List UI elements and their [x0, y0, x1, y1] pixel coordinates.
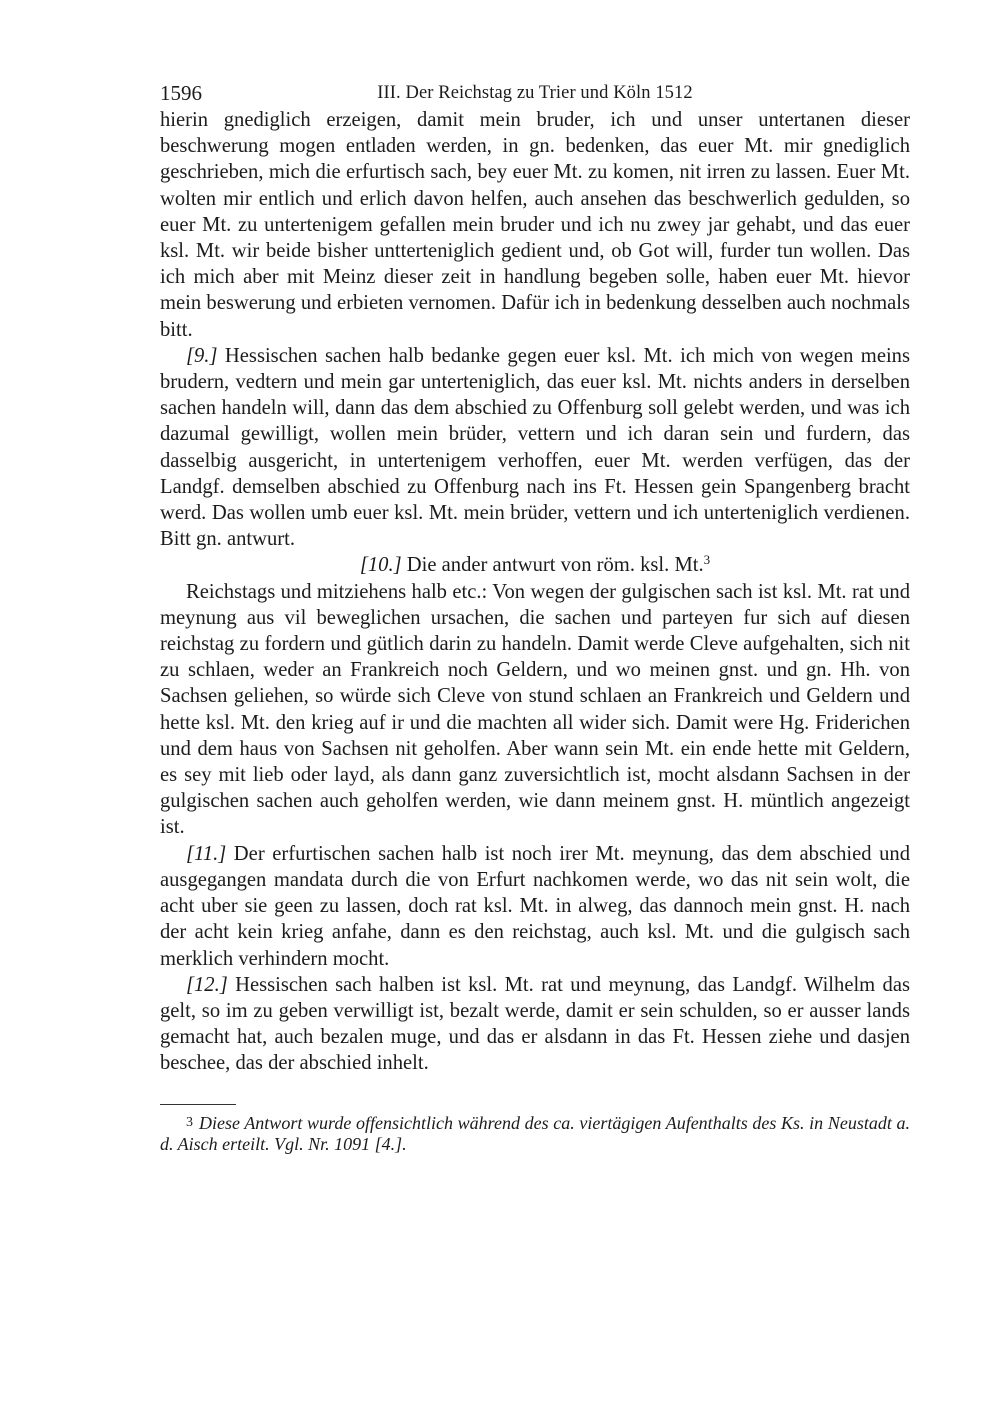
- paragraph: hierin gnediglich erzeigen, damit mein bruder, ich und unser untertanen dieser beschwerung mogen entladen werden, in gn. bedenken, das euer Mt. mir gnediglich geschrieben, mich die erfurtisch sach, bey euer Mt. zu komen, nit irren zu lassen. Euer Mt. wolten mir entlich und erlich davon helfen, auch ansehen das beschwerlich gedulden, so euer Mt. zu untertenigem gefallen mein bruder und ich nu zwey jar gehabt, und das euer ksl. Mt. wir beide bisher untterteniglich gedient und, ob Got will, furder tun wollen. Das ich mich aber mit Meinz dieser zeit in handlung begeben solle, haben euer Mt. hievor mein beswerung und erbieten vernomen. Dafür ich in bedenkung desselben auch nochmals bitt.: [160, 109, 910, 341]
- footnote: [160, 1113, 910, 1155]
- footnote-reference: 3: [703, 552, 711, 568]
- paragraph: Reichstags und mitziehens halb etc.: Von wegen der gulgischen sach ist ksl. Mt. rat und meynung aus vil beweglichen ursachen, die sachen und parteyen fur sich auf diesen reichstag zu fordern und gütlich darin zu handeln. Damit werde Cleve aufgehalten, sich nit zu schlaen, weder an Frankreich noch Geldern, und wo meinen gnst. und gn. Hh. von Sachsen geliehen, so würde sich Cleve von stund schlaen an Frankreich und Geldern und hette ksl. Mt. den krieg auf ir und die machten all wider sich. Damit were Hg. Friderichen und dem haus von Sachsen nit geholfen. Aber wann sein Mt. ein ende hette mit Geldern, es sey mit lieb oder layd, als dann ganz zuversichtlich ist, mocht alsdann Sachsen in der gulgischen sachen auch geholfen werden, wie dann meinem gnst. H. müntlich angezeigt ist.: [160, 580, 910, 839]
- paragraph-text: Der erfurtischen sachen halb ist noch irer Mt. meynung, das dem abschied und ausgegangen mandata durch die von Erfurt nachkomen werde, wo das nit sein wolt, die acht uber sie geen zu lassen, doch rat ksl. Mt. in alweg, das dannoch mein gnst. H. nach der acht kein krieg anfahe, dann es den reichstag, auch ksl. Mt. und die gulgisch sach merklich verhindern mocht.: [160, 842, 910, 970]
- paragraph-11: [160, 841, 910, 972]
- paragraph-12: [160, 972, 910, 1077]
- heading-text: Die ander antwurt von röm. ksl. Mt.: [401, 554, 704, 577]
- section-number: [12.]: [186, 973, 228, 996]
- section-number: [9.]: [186, 344, 218, 367]
- footnote-mark: 3: [186, 1114, 193, 1130]
- footnote-divider: [160, 1104, 236, 1105]
- section-number: [11.]: [186, 842, 227, 865]
- page-header: [160, 80, 910, 106]
- section-heading: [160, 552, 910, 578]
- footnote-text: Diese Antwort wurde offensichtlich während des ca. viertägigen Aufenthalts des Ks. in Neustadt a. d. Aisch erteilt. Vgl. Nr. 1091 [4.].: [160, 1112, 910, 1154]
- paragraph-text: Hessischen sach halben ist ksl. Mt. rat und meynung, das Landgf. Wilhelm das gelt, so im zu geben verwilligt ist, bezalt werde, damit er sein schulden, so er ausser lands gemacht hat, auch bezalen muge, und das er alsdann in das Ft. Hessen ziehe und dasjen beschee, das der abschied inhelt.: [160, 973, 910, 1075]
- paragraph-text: Hessischen sachen halb bedanke gegen euer ksl. Mt. ich mich von wegen meins brudern, vedtern und mein gar unterteniglich, das euer ksl. Mt. nichts anders in derselben sachen handeln will, dann das dem abschied zu Offenburg soll gelebt werden, und was ich dazumal gewilligt, wollen mein brüder, vettern und ich daran sein und furdern, das dasselbig ausgericht, in untertenigem verhoffen, euer Mt. werden verfügen, das der Landgf. demselben abschied zu Offenburg nach ins Ft. Hessen gein Spangenberg bracht werd. Das wollen umb euer ksl. Mt. mein brüder, vettern und ich unterteniglich verdienen. Bitt gn. antwurt.: [160, 344, 910, 551]
- document-page: [160, 80, 910, 1155]
- page-number: 1596: [160, 81, 202, 105]
- section-number: [10.]: [359, 554, 402, 577]
- running-title: III. Der Reichstag zu Trier und Köln 1512: [377, 83, 693, 103]
- paragraph-9: [160, 343, 910, 553]
